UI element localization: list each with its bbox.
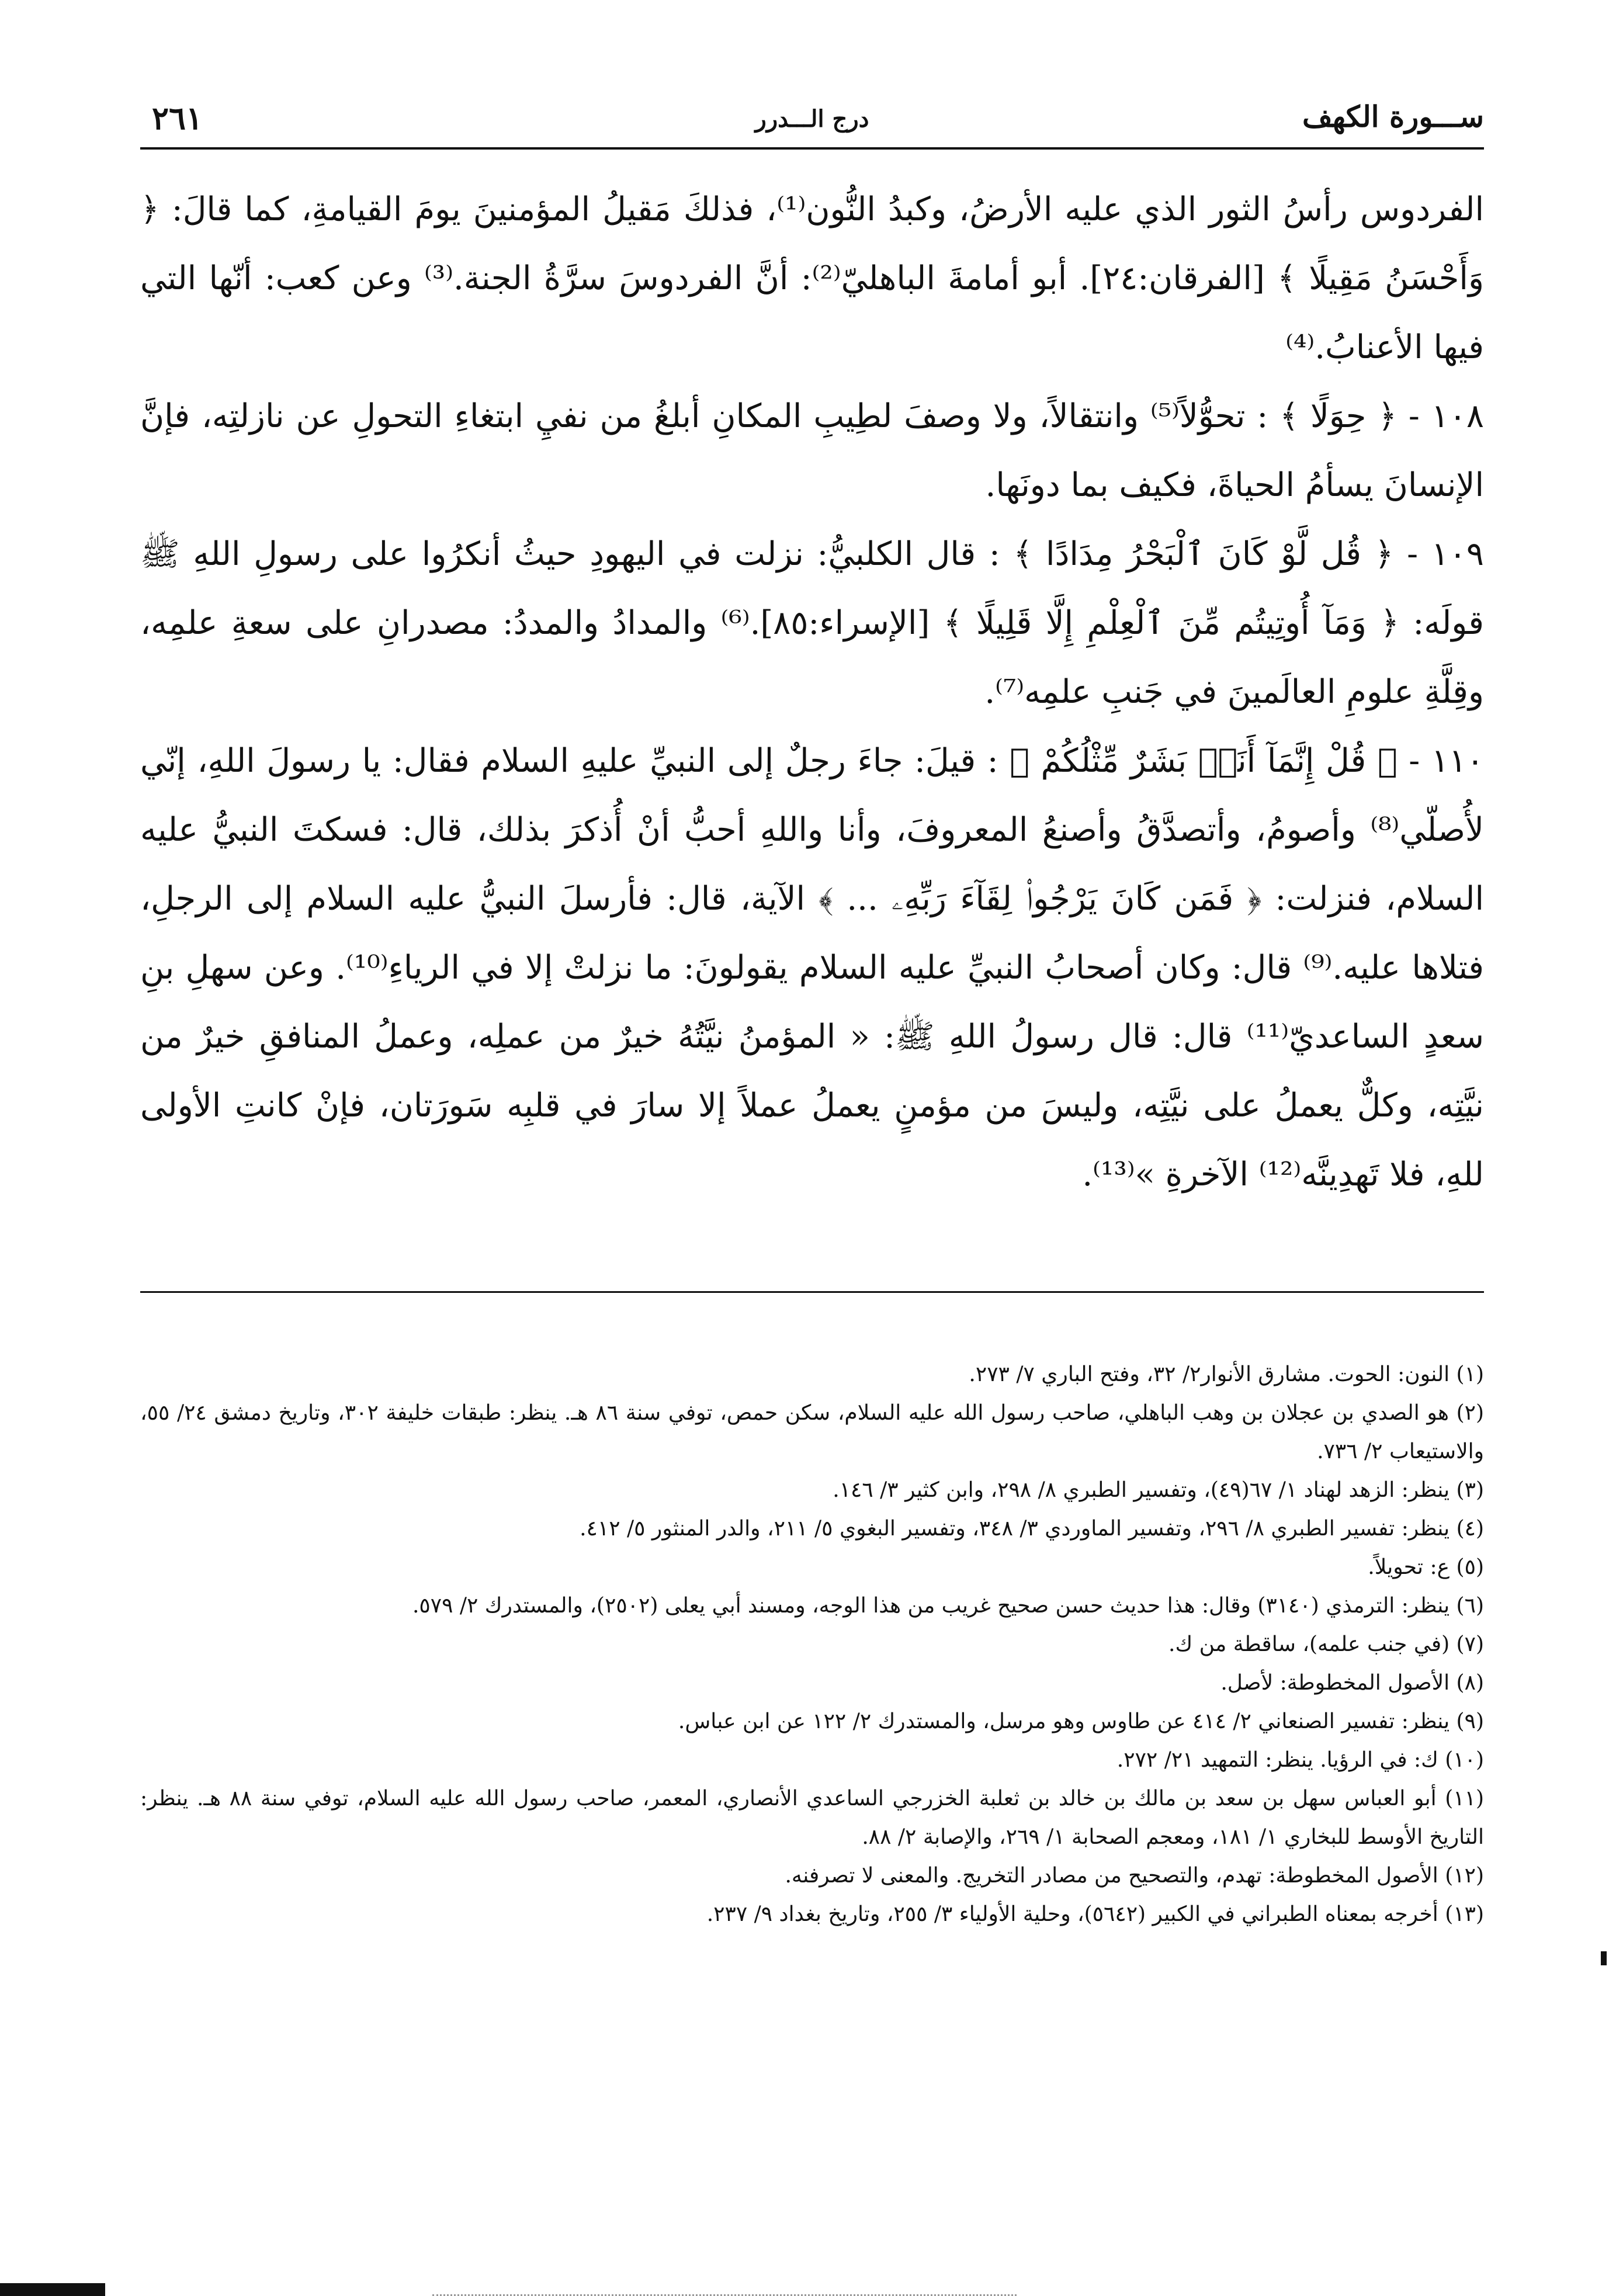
paragraph-verse-109: ١٠٩ - ﴿ قُل لَّوْ كَانَ ٱلْبَحْرُ مِدَادًا ﴾ : قال الكلبيُّ: نزلت في اليهودِ حيثُ أنكرُوا على رسولِ اللهِ ﷺ قولَه: ﴿ وَمَآ أُوتِيتُم مِّنَ ٱلْعِلْمِ إِلَّا قَلِيلًا ﴾ [الإسراء:٨٥].⁽⁶⁾ والمدادُ والمددُ: مصدرانِ على سعةِ علمِه، وقِلَّةِ علومِ العالَمينَ في جَنبِ علمِه⁽⁷⁾. — [140, 535, 1485, 711]
footnote-divider — [140, 1291, 1484, 1293]
scan-edge-mark — [1601, 1951, 1607, 1965]
paragraph-verse-108: ١٠٨ - ﴿ حِوَلًا ﴾ : تحوُّلاً⁽⁵⁾ وانتقالاً، ولا وصفَ لطِيبِ المكانِ أبلغُ من نفيِ ابتغاءِ التحولِ عن نازلتِه، فإنَّ الإنسانَ يسأمُ الحياةَ، فكيف بما دونَها. — [140, 397, 1484, 504]
footnote: (٦) ينظر: الترمذي (٣١٤٠) وقال: هذا حديث حسن صحيح غريب من هذا الوجه، ومسند أبي يعلى (٢٥٠٢)، والمستدرك ٢/ ٥٧٩. — [412, 1594, 1484, 1618]
footnote: (٥) ع: تحويلاً. — [1368, 1555, 1484, 1579]
footnote: (٨) الأصول المخطوطة: لأصل. — [1220, 1671, 1484, 1695]
book-title: درج الـــدرر — [755, 105, 869, 133]
footnote: (٩) ينظر: تفسير الصنعاني ٢/ ٤١٤ عن طاوس وهو مرسل، والمستدرك ٢/ ١٢٢ عن ابن عباس. — [678, 1709, 1484, 1733]
page-number: ٢٦١ — [152, 99, 203, 137]
header-divider — [140, 147, 1484, 150]
book-page — [140, 82, 1484, 2243]
running-header — [140, 82, 1484, 146]
footnote: (٤) ينظر: تفسير الطبري ٨/ ٢٩٦، وتفسير الماوردي ٣/ ٣٤٨، وتفسير البغوي ٥/ ٢١١، والدر المنثور ٥/ ٤١٢. — [580, 1517, 1484, 1541]
footnote: (٣) ينظر: الزهد لهناد ١/ ٦٧(٤٩)، وتفسير الطبري ٨/ ٢٩٨، وابن كثير ٣/ ١٤٦. — [833, 1478, 1484, 1502]
footnote: (١٢) الأصول المخطوطة: تهدم، والتصحيح من مصادر التخريج. والمعنى لا تصرفنه. — [785, 1864, 1484, 1888]
paragraph-firdaws: الفردوس رأسُ الثور الذي عليه الأرضُ، وكبدُ النُّون⁽¹⁾، فذلكَ مَقيلُ المؤمنينَ يومَ القيامةِ، كما قالَ: ﴿ وَأَحْسَنُ مَقِيلًا ﴾ [الفرقان:٢٤]. أبو أمامةَ الباهليّ⁽²⁾: أنَّ الفردوسَ سرَّةُ الجنة.⁽³⁾ وعن كعب: أنّها التي فيها الأعنابُ.⁽⁴⁾ — [140, 190, 1485, 366]
scan-border-mark — [0, 2283, 105, 2296]
footnote: (١١) أبو العباس سهل بن سعد بن مالك بن خالد بن ثعلبة الخزرجي الساعدي الأنصاري، المعمر، صاحب رسول الله عليه السلام، توفي سنة ٨٨ هـ. ينظر: التاريخ الأوسط للبخاري ١/ ١٨١، ومعجم الصحابة ١/ ٢٦٩، والإصابة ٢/ ٨٨. — [140, 1787, 1484, 1849]
main-text — [140, 175, 1484, 1209]
footnote: (٢) هو الصدي بن عجلان بن وهب الباهلي، صاحب رسول الله عليه السلام، سكن حمص، توفي سنة ٨٦ هـ. ينظر: طبقات خليفة ٣٠٢، وتاريخ دمشق ٢٤/ ٥٥، والاستيعاب ٢/ ٧٣٦. — [140, 1401, 1485, 1463]
surah-title: ســـورة الكهف — [1302, 99, 1484, 134]
footnote: (١٣) أخرجه بمعناه الطبراني في الكبير (٥٦٤٢)، وحلية الأولياء ٣/ ٢٥٥، وتاريخ بغداد ٩/ ٢٣٧. — [706, 1902, 1484, 1926]
footnote: (١) النون: الحوت. مشارق الأنوار٢/ ٣٢، وفتح الباري ٧/ ٢٧٣. — [969, 1362, 1484, 1386]
footnote: (١٠) ك: في الرؤيا. ينظر: التمهيد ٢١/ ٢٧٢. — [1116, 1748, 1484, 1772]
footnotes-section — [140, 1355, 1484, 1934]
paragraph-verse-110: ١١٠ - ﴿ قُلْ إِنَّمَآ أَنَا۠ بَشَرٌ مِّثْلُكُمْ ﴾ : قيلَ: جاءَ رجلٌ إلى النبيِّ عليهِ السلام فقال: يا رسولَ اللهِ، إنّي لأُصلّي⁽⁸⁾ وأصومُ، وأتصدَّقُ وأصنعُ المعروفَ، وأنا واللهِ أحبُّ أنْ أُذكرَ بذلك، قال: فسكتَ النبيُّ عليه السلام، فنزلت: ﴿ فَمَن كَانَ يَرْجُوا۟ لِقَآءَ رَبِّهِۦ ... ﴾ الآية، قال: فأرسلَ النبيُّ عليه السلام إلى الرجلِ، فتلاها عليه.⁽⁹⁾ قال: وكان أصحابُ النبيِّ عليه السلام يقولونَ: ما نزلتْ إلا في الرياءِ⁽¹⁰⁾. وعن سهلِ بنِ سعدٍ الساعديّ⁽¹¹⁾ قال: قال رسولُ اللهِ ﷺ: « المؤمنُ نيَّتُهُ خيرٌ من عملِه، وعملُ المنافقِ خيرٌ من نيَّتِه، وكلٌّ يعملُ على نيَّتِه، وليسَ من مؤمنٍ يعملُ عملاً إلا سارَ في قلبِه سَورَتان، فإنْ كانتِ الأولى للهِ، فلا تَهدِينَّه⁽¹²⁾ الآخرةِ »⁽¹³⁾. — [140, 742, 1485, 1194]
footnote: (٧) (في جنب علمه)، ساقطة من ك. — [1168, 1632, 1484, 1656]
